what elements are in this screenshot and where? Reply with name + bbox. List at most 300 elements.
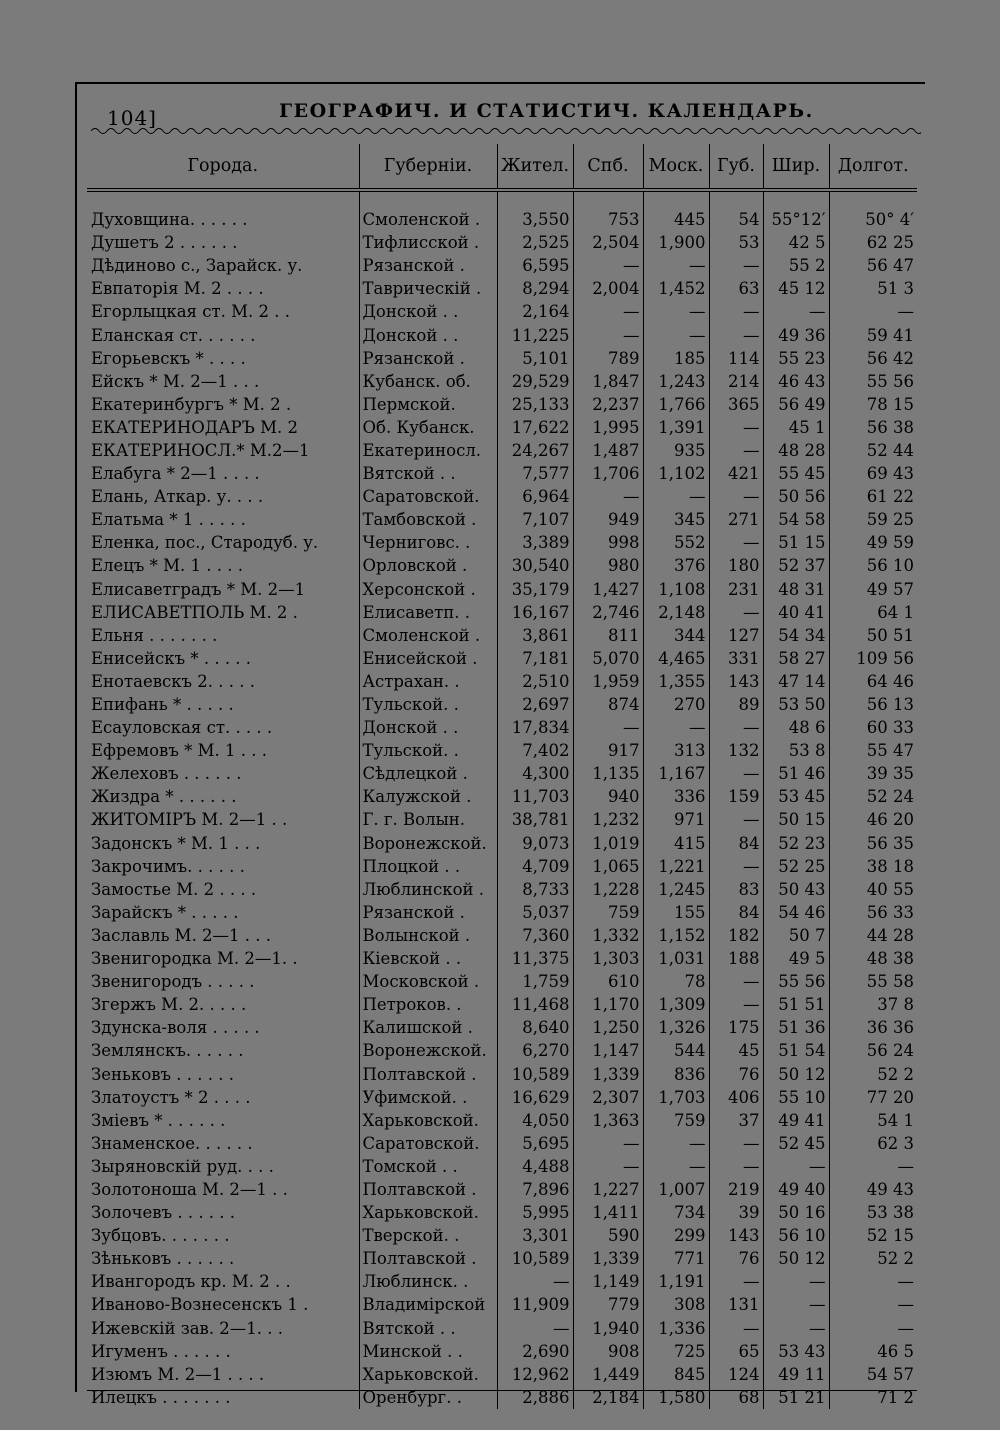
table-row [87,785,917,808]
cell-province: Люблинск. . [359,1270,497,1293]
cell-latitude: 50 7 [763,924,829,947]
cell-latitude: — [763,1293,829,1316]
column-header-city: Города. [187,156,259,176]
cell-city: Елатьма * 1 . . . . . [91,510,246,530]
cell-longitude: 40 55 [829,878,917,901]
table-row [87,947,917,970]
cell-moscow: 1,167 [643,762,709,785]
cell-province: Рязанской . [359,901,497,924]
cell-spb: 2,504 [573,231,643,254]
cell-moscow: 836 [643,1062,709,1085]
cell-province: Енисейской . [359,647,497,670]
cell-longitude: 49 57 [829,578,917,601]
table-row [87,739,917,762]
table-row [87,878,917,901]
cell-moscow: 1,309 [643,993,709,1016]
cell-city: Духовщина. . . . . . [91,210,248,230]
cell-province: Воронежской. [359,1039,497,1062]
cell-longitude: — [829,1293,917,1316]
cell-gub: — [709,601,763,624]
cell-gub: 63 [709,277,763,300]
cell-moscow: 336 [643,785,709,808]
cell-province: Рязанской . [359,347,497,370]
cell-population: — [497,1317,573,1340]
cell-spb: 980 [573,554,643,577]
cell-spb: 1,019 [573,832,643,855]
cell-gub: 131 [709,1293,763,1316]
cell-city: Задонскъ * М. 1 . . . [91,833,261,853]
cell-latitude: 51 54 [763,1039,829,1062]
cell-province: Саратовской. [359,1132,497,1155]
cell-spb: 1,847 [573,370,643,393]
cell-city: Згержъ М. 2. . . . . [91,995,247,1015]
cell-latitude: 56 49 [763,393,829,416]
cell-spb: 1,363 [573,1109,643,1132]
cell-population: 5,037 [497,901,573,924]
cell-latitude: 50 12 [763,1062,829,1085]
cell-latitude: 55 23 [763,347,829,370]
cell-city: ЕКАТЕРИНОДАРЪ М. 2 [91,417,299,437]
cell-latitude: 47 14 [763,670,829,693]
cell-population: 7,181 [497,647,573,670]
cell-population: 11,375 [497,947,573,970]
cell-city: Дѣдиново с., Зарайск. у. [91,256,303,276]
cell-moscow: 415 [643,832,709,855]
cell-population: 2,886 [497,1386,573,1409]
table-row [87,601,917,624]
cell-moscow: 971 [643,808,709,831]
cell-population: 5,101 [497,347,573,370]
cell-population: 6,964 [497,485,573,508]
cell-city: Ельня . . . . . . . [91,625,218,645]
cell-population: 29,529 [497,370,573,393]
column-header-province: Губерніи. [359,144,497,190]
table-row [87,208,917,231]
cell-province: Таврическій . [359,277,497,300]
cell-province: Херсонской . [359,578,497,601]
cell-population: 4,050 [497,1109,573,1132]
cell-city: Ефремовъ * М. 1 . . . [91,741,267,761]
cell-latitude: 52 45 [763,1132,829,1155]
cell-province: Воронежской. [359,832,497,855]
cell-longitude: 49 59 [829,531,917,554]
cell-city: Душетъ 2 . . . . . . [91,233,238,253]
cell-population: 11,909 [497,1293,573,1316]
cell-gub: — [709,1132,763,1155]
cell-longitude: 62 25 [829,231,917,254]
cell-spb: 908 [573,1340,643,1363]
cell-province: Донской . . [359,323,497,346]
cell-province: Тамбовской . [359,508,497,531]
cell-spb: 1,250 [573,1016,643,1039]
cell-city: Енотаевскъ 2. . . . . [91,671,255,691]
table-row [87,554,917,577]
cell-moscow: 544 [643,1039,709,1062]
cell-gub: 89 [709,693,763,716]
cell-province: Минской . . [359,1340,497,1363]
cell-moscow: 935 [643,439,709,462]
cell-gub: 159 [709,785,763,808]
cell-population: 11,703 [497,785,573,808]
cell-city: Зарайскъ * . . . . . [91,902,239,922]
cell-latitude: 50 43 [763,878,829,901]
column-header-moscow: Моск. [643,144,709,190]
cell-population: 12,962 [497,1363,573,1386]
cell-province: Кіевской . . [359,947,497,970]
running-head [77,84,927,136]
cell-longitude: 56 42 [829,347,917,370]
cell-latitude: 53 50 [763,693,829,716]
cell-population: 3,861 [497,624,573,647]
column-header-population: Жител. [497,144,573,190]
cell-latitude: 54 34 [763,624,829,647]
cell-latitude: 55 2 [763,254,829,277]
cell-population: 6,270 [497,1039,573,1062]
cell-moscow: 1,900 [643,231,709,254]
cell-longitude: 56 35 [829,832,917,855]
cell-longitude: 55 47 [829,739,917,762]
cell-spb: 1,149 [573,1270,643,1293]
cell-moscow: 1,108 [643,578,709,601]
cell-latitude: 53 43 [763,1340,829,1363]
cell-gub: — [709,254,763,277]
cell-latitude: 50 56 [763,485,829,508]
cell-longitude: 77 20 [829,1086,917,1109]
cell-population: 4,709 [497,855,573,878]
cell-gub: 143 [709,670,763,693]
cell-province: Орловской . [359,554,497,577]
cell-spb: 1,995 [573,416,643,439]
cell-city: Елисаветградъ * М. 2—1 [91,579,306,599]
cell-longitude: 48 38 [829,947,917,970]
cell-province: Вятской . . [359,1317,497,1340]
cell-moscow: 1,102 [643,462,709,485]
cell-gub: — [709,300,763,323]
cell-city: Звенигородка М. 2—1. . [91,949,298,969]
cell-population: 2,164 [497,300,573,323]
table-row [87,670,917,693]
cell-longitude: 37 8 [829,993,917,1016]
table-row [87,762,917,785]
cell-gub: 65 [709,1340,763,1363]
cell-city: Зубцовъ. . . . . . . [91,1226,230,1246]
table-row [87,647,917,670]
column-header-latitude: Шир. [763,144,829,190]
cell-spb: 1,427 [573,578,643,601]
cell-gub: 53 [709,231,763,254]
cell-population: 1,759 [497,970,573,993]
cell-latitude: 45 12 [763,277,829,300]
cell-province: Калужской . [359,785,497,808]
cell-longitude: — [829,1270,917,1293]
cell-gub: — [709,808,763,831]
cell-gub: 421 [709,462,763,485]
cell-population: 11,468 [497,993,573,1016]
cell-city: Желеховъ . . . . . . [91,764,242,784]
cell-moscow: 1,221 [643,855,709,878]
cell-province: Донской . . [359,716,497,739]
cell-population: 17,834 [497,716,573,739]
cell-gub: 54 [709,208,763,231]
cell-longitude: 109 56 [829,647,917,670]
cell-spb: 1,332 [573,924,643,947]
cell-city: Зеньковъ . . . . . . [91,1064,234,1084]
cell-spb: 1,303 [573,947,643,970]
cell-city: Златоустъ * 2 . . . . [91,1087,251,1107]
cell-latitude: 55 10 [763,1086,829,1109]
cell-spb: 1,339 [573,1247,643,1270]
cell-province: Сѣдлецкой . [359,762,497,785]
cell-moscow: 376 [643,554,709,577]
cell-population: 3,389 [497,531,573,554]
cell-province: Харьковской. [359,1201,497,1224]
cell-province: Московской . [359,970,497,993]
cell-spb: 1,940 [573,1317,643,1340]
table-row [87,416,917,439]
cell-moscow: 1,580 [643,1386,709,1409]
cell-longitude: 54 57 [829,1363,917,1386]
cell-city: Екатеринбургъ * М. 2 . [91,394,292,414]
cell-spb: — [573,1155,643,1178]
column-header-longitude: Долгот. [829,144,917,190]
cell-latitude: — [763,300,829,323]
table-row [87,1086,917,1109]
table-row [87,393,917,416]
cell-gub: 84 [709,832,763,855]
table-row [87,1363,917,1386]
cell-longitude: 64 1 [829,601,917,624]
cell-longitude: 61 22 [829,485,917,508]
cell-moscow: — [643,254,709,277]
cell-latitude: 49 36 [763,323,829,346]
cell-moscow: — [643,716,709,739]
cell-population: 7,896 [497,1178,573,1201]
cell-moscow: — [643,1155,709,1178]
cell-population: 7,577 [497,462,573,485]
cell-latitude: — [763,1270,829,1293]
cell-gub: 124 [709,1363,763,1386]
cell-population: 17,622 [497,416,573,439]
cell-province: Саратовской. [359,485,497,508]
cell-gub: 406 [709,1086,763,1109]
table-row [87,578,917,601]
table-row [87,1062,917,1085]
cell-longitude: 52 44 [829,439,917,462]
cell-city: Зѣньковъ . . . . . . [91,1249,235,1269]
cell-spb: — [573,716,643,739]
table-header-row [87,144,917,190]
cell-population: 4,300 [497,762,573,785]
cell-moscow: 1,703 [643,1086,709,1109]
cell-moscow: 2,148 [643,601,709,624]
cell-moscow: 845 [643,1363,709,1386]
cell-population: 10,589 [497,1247,573,1270]
cell-spb: 1,232 [573,808,643,831]
cell-latitude: 55 45 [763,462,829,485]
cell-spb: 874 [573,693,643,716]
cell-longitude: 54 1 [829,1109,917,1132]
cell-moscow: 344 [643,624,709,647]
table-row [87,832,917,855]
cell-gub: 182 [709,924,763,947]
cell-longitude: — [829,300,917,323]
table-row [87,1340,917,1363]
cell-gub: 271 [709,508,763,531]
cell-latitude: 52 23 [763,832,829,855]
table-row [87,277,917,300]
cell-spb: 1,487 [573,439,643,462]
cell-gub: 83 [709,878,763,901]
cell-moscow: 345 [643,508,709,531]
cell-city: Евпаторія М. 2 . . . . [91,279,264,299]
table-row [87,1247,917,1270]
cell-city: Елабуга * 2—1 . . . . [91,464,260,484]
cell-latitude: 53 8 [763,739,829,762]
cell-population: 16,629 [497,1086,573,1109]
cell-city: Изюмъ М. 2—1 . . . . [91,1364,265,1384]
cell-latitude: 52 25 [763,855,829,878]
cell-city: Жиздра * . . . . . . [91,787,237,807]
cell-moscow: — [643,300,709,323]
cell-spb: 2,184 [573,1386,643,1409]
cell-latitude: 55 56 [763,970,829,993]
cell-spb: — [573,300,643,323]
cell-moscow: 1,766 [643,393,709,416]
cell-city: Знаменское. . . . . . [91,1133,253,1153]
table-row [87,1155,917,1178]
cell-city: Егорьевскъ * . . . . [91,348,246,368]
cell-city: ЖИТОМІРЪ М. 2—1 . . [91,810,288,830]
cell-moscow: 1,336 [643,1317,709,1340]
cell-spb: 610 [573,970,643,993]
cell-longitude: 52 2 [829,1247,917,1270]
cell-province: Калишской . [359,1016,497,1039]
cell-province: Полтавской . [359,1062,497,1085]
cell-moscow: 771 [643,1247,709,1270]
cities-table [87,144,917,1409]
cell-spb: 2,237 [573,393,643,416]
page-number: 104] [107,106,157,130]
cell-population: 7,107 [497,508,573,531]
cell-population: 4,488 [497,1155,573,1178]
cell-spb: 1,228 [573,878,643,901]
cell-gub: 175 [709,1016,763,1039]
cell-city: Золотоноша М. 2—1 . . [91,1179,288,1199]
cell-gub: 214 [709,370,763,393]
table-row [87,901,917,924]
cell-latitude: 49 40 [763,1178,829,1201]
cell-longitude: 56 10 [829,554,917,577]
cell-population: 3,550 [497,208,573,231]
cell-latitude: 58 27 [763,647,829,670]
cell-province: Полтавской . [359,1247,497,1270]
cell-population: 10,589 [497,1062,573,1085]
cell-city: Илецкъ . . . . . . . [91,1387,231,1407]
cell-latitude: 48 28 [763,439,829,462]
cell-city: Звенигородъ . . . . . [91,972,255,992]
cell-gub: — [709,716,763,739]
cell-gub: — [709,416,763,439]
cell-population: 5,995 [497,1201,573,1224]
cell-gub: — [709,439,763,462]
cell-moscow: 1,245 [643,878,709,901]
cell-province: Владимірской [359,1293,497,1316]
cell-longitude: 46 5 [829,1340,917,1363]
cell-gub: 127 [709,624,763,647]
cell-city: Ейскъ * М. 2—1 . . . [91,371,260,391]
cell-city: Здунска-воля . . . . . [91,1018,260,1038]
cell-latitude: 48 6 [763,716,829,739]
cell-moscow: — [643,1132,709,1155]
cell-longitude: 38 18 [829,855,917,878]
cell-population: 2,510 [497,670,573,693]
cell-gub: 143 [709,1224,763,1247]
book-page [75,82,925,1407]
cell-province: Тверской. . [359,1224,497,1247]
cell-province: Оренбург. . [359,1386,497,1409]
cell-spb: 811 [573,624,643,647]
cell-moscow: 1,243 [643,370,709,393]
cell-gub: 45 [709,1039,763,1062]
cell-longitude: 62 3 [829,1132,917,1155]
cell-population: 38,781 [497,808,573,831]
cell-province: Астрахан. . [359,670,497,693]
cell-latitude: 40 41 [763,601,829,624]
cell-city: Еленка, пос., Стародуб. у. [91,533,319,553]
cell-longitude: 50° 4′ [829,208,917,231]
bottom-rule [87,1390,917,1391]
cell-spb: 1,449 [573,1363,643,1386]
cell-population: 25,133 [497,393,573,416]
cell-gub: — [709,1155,763,1178]
table-row [87,924,917,947]
cell-spb: 590 [573,1224,643,1247]
cell-city: Есауловская ст. . . . . [91,718,273,738]
cell-population: 5,695 [497,1132,573,1155]
cell-moscow: 299 [643,1224,709,1247]
cell-moscow: — [643,323,709,346]
cell-moscow: 1,355 [643,670,709,693]
cell-longitude: 50 51 [829,624,917,647]
cell-spb: — [573,254,643,277]
cell-population: 11,225 [497,323,573,346]
cell-latitude: 46 43 [763,370,829,393]
table-row [87,439,917,462]
table-row [87,462,917,485]
table-row [87,1132,917,1155]
cell-population: 35,179 [497,578,573,601]
cell-province: Смоленской . [359,624,497,647]
table-row [87,370,917,393]
cell-population: 30,540 [497,554,573,577]
table-row [87,1317,917,1340]
cell-province: Тифлисской . [359,231,497,254]
cell-province: Пермской. [359,393,497,416]
table-row [87,808,917,831]
cell-moscow: 308 [643,1293,709,1316]
cell-latitude: 50 16 [763,1201,829,1224]
cell-spb: — [573,485,643,508]
cell-city: Игуменъ . . . . . . [91,1341,231,1361]
cell-city: Егорлыцкая ст. М. 2 . . [91,302,290,322]
cell-latitude: 54 46 [763,901,829,924]
cell-latitude: 49 11 [763,1363,829,1386]
cell-gub: 188 [709,947,763,970]
cell-gub: 39 [709,1201,763,1224]
cell-city: Иваново-Вознесенскъ 1 . [91,1295,309,1315]
cell-moscow: 1,191 [643,1270,709,1293]
cell-spb: 789 [573,347,643,370]
